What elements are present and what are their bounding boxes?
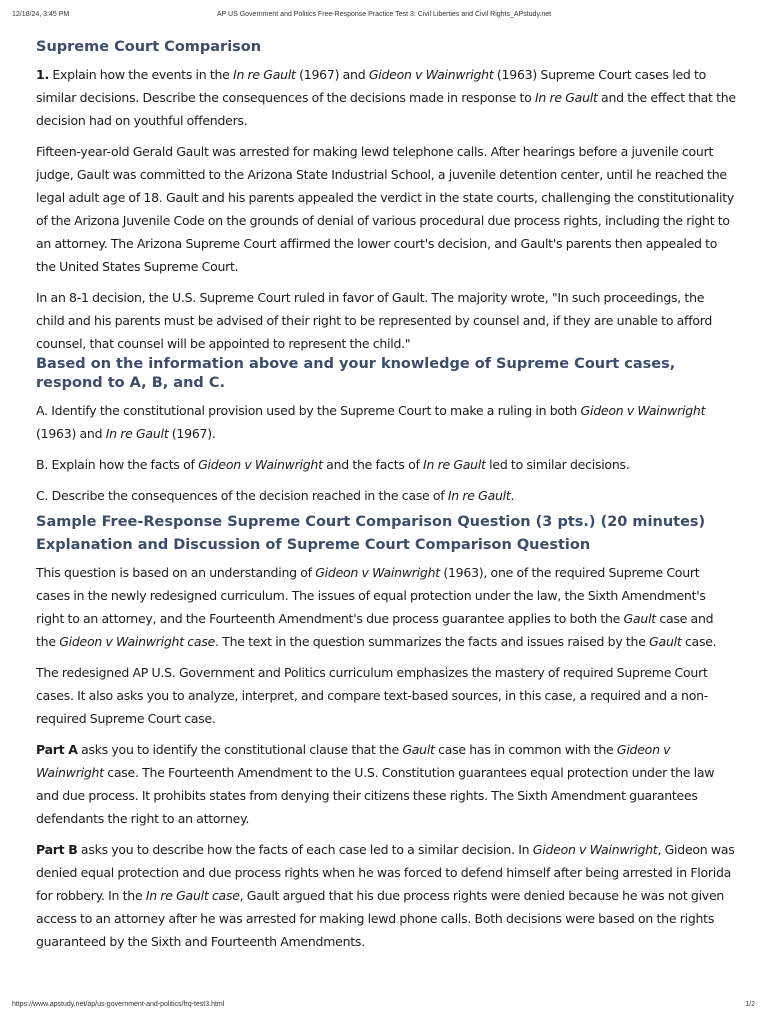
case-name: In re Gault (534, 90, 598, 105)
case-name: Gideon v Wainwright (532, 842, 658, 857)
case-name: In re Gault (105, 426, 169, 441)
part-label: Part A (36, 742, 78, 757)
prompt-heading: Based on the information above and your knowledge of Supreme Court cases, respond to A, B, and C. (36, 356, 676, 391)
case-name: In re Gault (447, 488, 511, 503)
case-name: Gault (623, 611, 656, 626)
case-name: Gideon v Wainwright case (59, 634, 216, 649)
sample-heading: Sample Free-Response Supreme Court Comparison Question (3 pts.) (20 minutes) (36, 514, 706, 530)
article-content (36, 38, 736, 953)
section-title: Supreme Court Comparison (36, 39, 262, 55)
explanation-heading: Explanation and Discussion of Supreme Court Comparison Question (36, 537, 591, 553)
case-name: Gideon v Wainwright (198, 457, 323, 472)
question-paragraph: 1. Explain how the events in the In re Gault (1967) and Gideon v Wainwright (1963) Supreme Court cases led to similar decisions. Describe the consequences of the decisions made in response to In re Gault and the effect that the decision had on youthful offenders. (36, 67, 736, 128)
part-c-prompt: C. Describe the consequences of the decision reached in the case of In re Gault. (36, 488, 515, 503)
explanation-paragraph: This question is based on an understanding of Gideon v Wainwright (1963), one of the required Supreme Court cases in the newly redesigned curriculum. The issues of equal protection under the law, the Sixth Amendment's right to an attorney, and the Fourteenth Amendment's due process guarantee applies to both the Gault case and the Gideon v Wainwright case. The text in the question summarizes the facts and issues raised by the Gault case. (36, 565, 717, 649)
page-number: 1/2 (745, 1001, 755, 1008)
case-name: Gault (649, 634, 682, 649)
case-name: Gideon v Wainwright (36, 742, 671, 780)
print-footer (0, 1001, 768, 1013)
print-page-title: AP US Government and Politics Free-Response Practice Test 3: Civil Liberties and Civil Rights_APstudy.net (216, 11, 552, 18)
facts-paragraph: Fifteen-year-old Gerald Gault was arrested for making lewd telephone calls. After hearings before a juvenile court judge, Gault was committed to the Arizona State Industrial School, a juvenile detention center, until he reached the legal adult age of 18. Gault and his parents appealed the verdict in the state courts, challenging the constitutionality of the Arizona Juvenile Code on the grounds of denial of various procedural due process rights, including the right to an attorney. The Arizona Supreme Court affirmed the lower court's decision, and Gault's parents then appealed to the United States Supreme Court. (36, 144, 735, 274)
curriculum-paragraph: The redesigned AP U.S. Government and Politics curriculum emphasizes the mastery of required Supreme Court cases. It also asks you to analyze, interpret, and compare text-based sources, in this case, a required and a non-required Supreme Court case. (36, 665, 709, 726)
case-name: Gideon v Wainwright (580, 403, 706, 418)
decision-paragraph: In an 8-1 decision, the U.S. Supreme Court ruled in favor of Gault. The majority wrote, "In such proceedings, the child and his parents must be advised of their right to be represented by counsel and, if they are unable to afford counsel, that counsel will be appointed to represent the child." (36, 290, 713, 351)
part-a-explanation: Part A asks you to identify the constitutional clause that the Gault case has in common with the Gideon v Wainwright case. The Fourteenth Amendment to the U.S. Constitution guarantees equal protection under the law and due process. It prohibits states from denying their citizens these rights. The Sixth Amendment guarantees defendants the right to an attorney. (36, 742, 715, 826)
part-b-prompt: B. Explain how the facts of Gideon v Wainwright and the facts of In re Gault led to similar decisions. (36, 457, 630, 472)
case-name: In re Gault (233, 67, 296, 82)
print-header (0, 11, 768, 23)
case-name: In re Gault (423, 457, 486, 472)
case-name: Gideon v Wainwright (368, 67, 494, 82)
case-name: Gideon v Wainwright (315, 565, 440, 580)
part-b-explanation: Part B asks you to describe how the facts of each case led to a similar decision. In Gideon v Wainwright, Gideon was denied equal protection and due process rights when he was forced to defend himself after being arrested in Florida for robbery. In the In re Gault case, Gault argued that his due process rights were denied because he was not given access to an attorney after he was arrested for making lewd phone calls. Both decisions were based on the rights guaranteed by the Sixth and Fourteenth Amendments. (36, 842, 735, 949)
question-number: 1. (36, 67, 49, 82)
part-a-prompt: A. Identify the constitutional provision used by the Supreme Court to make a ruling in both Gideon v Wainwright (1963) and In re Gault (1967). (36, 403, 706, 441)
print-date: 12/18/24, 3:45 PM (12, 11, 70, 18)
page-url[interactable]: https://www.apstudy.net/ap/us-government-and-politics/frq-test3.html (12, 1001, 225, 1008)
case-name: In re Gault case (145, 888, 240, 903)
part-label: Part B (36, 842, 78, 857)
case-name: Gault (402, 742, 435, 757)
